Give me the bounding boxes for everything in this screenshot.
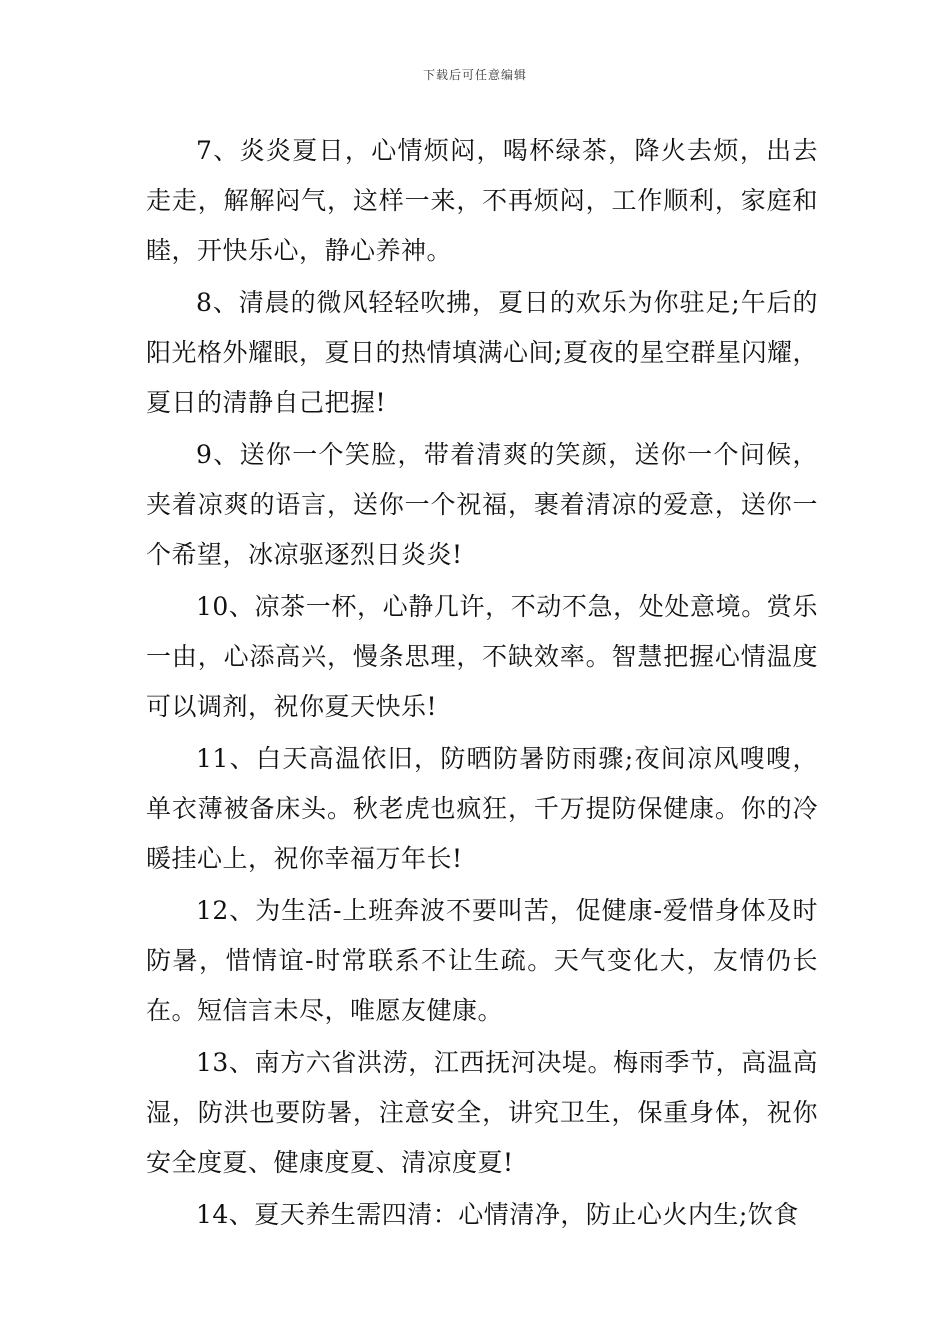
header-note: 下载后可任意编辑 [422,68,527,82]
paragraph-10: 10、凉茶一杯，心静几许，不动不急，处处意境。赏乐一由，心添高兴，慢条思理，不缺效率。智慧把握心情温度可以调剂，祝你夏天快乐! [146,592,818,721]
paragraph-14: 14、夏天养生需四清：心情清净，防止心火内生;饮食 [196,1200,799,1229]
paragraph-13: 13、南方六省洪涝，江西抚河决堤。梅雨季节，高温高湿，防洪也要防暑，注意安全，讲究卫生，保重身体，祝你安全度夏、健康度夏、清凉度夏! [146,1048,818,1177]
paragraph-7: 7、炎炎夏日，心情烦闷，喝杯绿茶，降火去烦，出去走走，解解闷气，这样一来，不再烦闷，工作顺利，家庭和睦，开快乐心，静心养神。 [146,136,818,265]
paragraph-12: 12、为生活-上班奔波不要叫苦，促健康-爱惜身体及时防暑，惜情谊-时常联系不让生疏。天气变化大，友情仍长在。短信言未尽，唯愿友健康。 [146,896,818,1025]
paragraph-8: 8、清晨的微风轻轻吹拂，夏日的欢乐为你驻足;午后的阳光格外耀眼，夏日的热情填满心间;夏夜的星空群星闪耀，夏日的清静自己把握! [146,288,818,417]
document-body [146,126,818,1242]
paragraph-9: 9、送你一个笑脸，带着清爽的笑颜，送你一个问候，夹着凉爽的语言，送你一个祝福，裹着清凉的爱意，送你一个希望，冰凉驱逐烈日炎炎! [146,440,818,569]
paragraph-11: 11、白天高温依旧，防晒防暑防雨骤;夜间凉风嗖嗖，单衣薄被备床头。秋老虎也疯狂，千万提防保健康。你的冷暖挂心上，祝你幸福万年长! [146,744,818,873]
